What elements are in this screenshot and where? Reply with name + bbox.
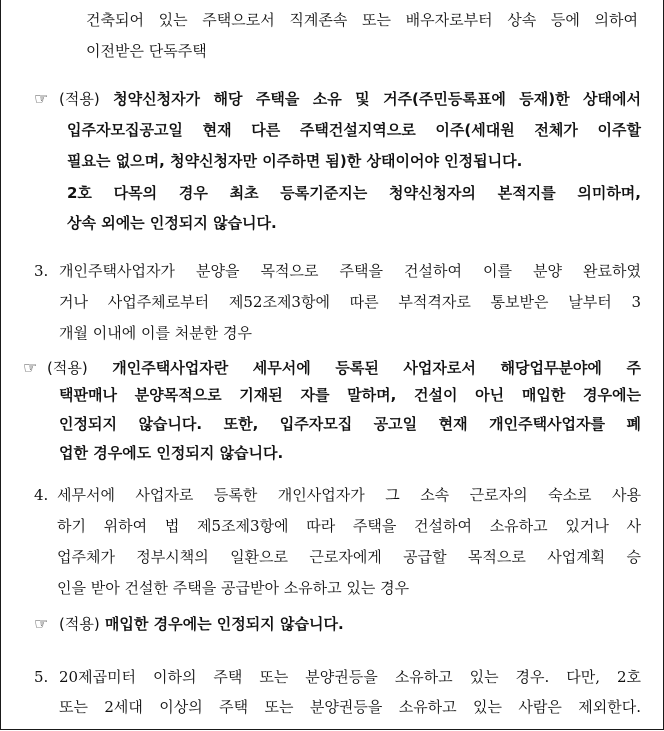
- note-line: 택판매나 분양목적으로 기재된 자를 말하며, 건설이 아닌 매입한 경우에는: [59, 386, 641, 404]
- item-number: 5.: [34, 668, 49, 686]
- item-line: 개월 이내에 이를 처분한 경우: [59, 324, 252, 342]
- item-number: 3.: [34, 262, 49, 280]
- intro-line: 건축되어 있는 주택으로서 직계존속 또는 배우자로부터 상속 등에 의하여: [86, 11, 638, 29]
- note-line: [59, 613, 344, 635]
- item-line: 20제곱미터 이하의 주택 또는 분양권등을 소유하고 있는 경우. 다만, 2호: [59, 668, 641, 686]
- note-sub-line: 상속 외에는 인정되지 않습니다.: [67, 214, 277, 232]
- note-text: 청약신청자가 해당 주택을 소유 및 거주(주민등록표에 등재)한 상태에서: [113, 90, 641, 108]
- note-line: 입주자모집공고일 현재 다른 주택건설지역으로 이주(세대원 전체가 이주할: [67, 121, 641, 139]
- item-line: 인을 받아 건설한 주택을 공급받아 소유하고 있는 경우: [57, 579, 410, 597]
- item-line: 개인주택사업자가 분양을 목적으로 주택을 건설하여 이를 분양 완료하였: [59, 262, 641, 280]
- note-line: 업한 경우에도 인정되지 않습니다.: [59, 444, 284, 462]
- pointing-hand-icon: ☞: [34, 89, 49, 108]
- note-text: 매입한 경우에는 인정되지 않습니다.: [104, 615, 344, 633]
- note-tag: (적용): [47, 359, 88, 377]
- item-line: 거나 사업주체로부터 제52조제3항에 따른 부적격자로 통보받은 날부터 3: [59, 293, 641, 311]
- pointing-hand-icon: ☞: [34, 614, 49, 633]
- note-tag: (적용): [59, 615, 100, 633]
- note-line: 필요는 없으며, 청약신청자만 이주하면 됨)한 상태이어야 인정됩니다.: [67, 152, 523, 170]
- item-line: 세무서에 사업자로 등록한 개인사업자가 그 소속 근로자의 숙소로 사용: [57, 486, 641, 504]
- item-line: 또는 2세대 이상의 주택 또는 분양권등을 소유하고 있는 사람은 제외한다.: [59, 698, 641, 716]
- note-line: [59, 88, 641, 110]
- note-text: 개인주택사업자란 세무서에 등록된 사업자로서 해당업무분야에 주: [112, 359, 641, 377]
- note-tag: (적용): [59, 90, 100, 108]
- intro-line: 이전받은 단독주택: [86, 42, 207, 60]
- item-line: 하기 위하여 법 제5조제3항에 따라 주택을 건설하여 소유하고 있거나 사: [57, 517, 641, 535]
- item-number: 4.: [34, 486, 49, 504]
- note-line: [47, 357, 641, 379]
- item-line: 업주체가 정부시책의 일환으로 근로자에게 공급할 목적으로 사업계획 승: [57, 548, 641, 566]
- note-line: 인정되지 않습니다. 또한, 입주자모집 공고일 현재 개인주택사업자를 폐: [59, 415, 641, 433]
- pointing-hand-icon: ☞: [23, 358, 38, 377]
- note-sub-line: 2호 다목의 경우 최초 등록기준지는 청약신청자의 본적지를 의미하며,: [67, 184, 641, 202]
